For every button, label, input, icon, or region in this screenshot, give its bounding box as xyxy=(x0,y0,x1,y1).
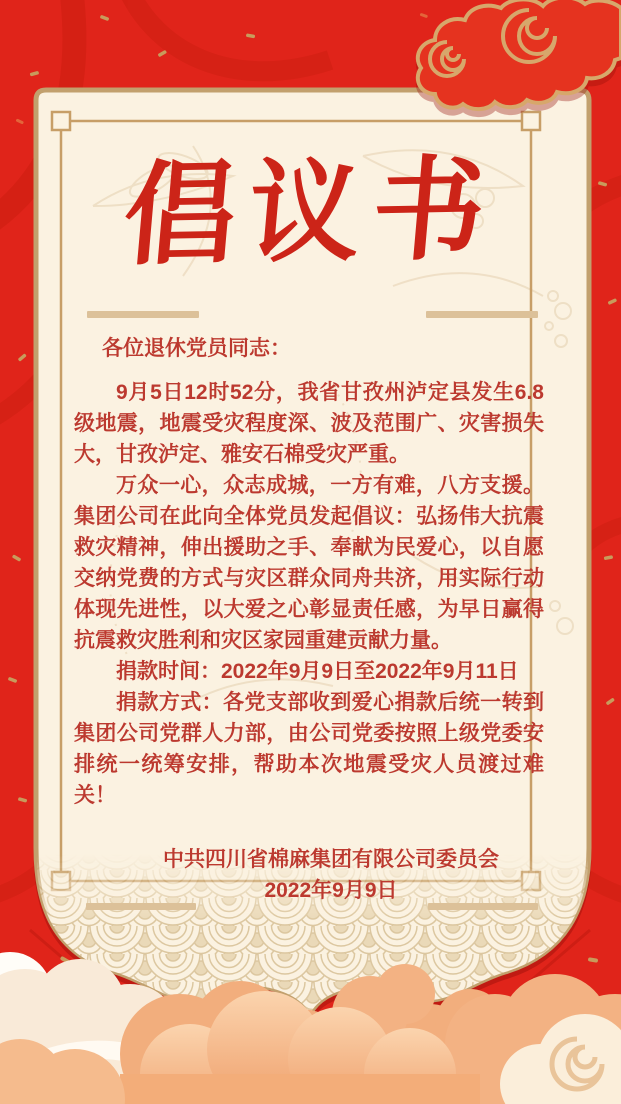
signature-date: 2022年9月9日 xyxy=(264,879,398,902)
bottom-clouds xyxy=(0,934,621,1104)
paragraph-donation-method: 捐款方式：各党支部收到爱心捐款后统一转到集团公司党群人力部，由公司党委按照上级党委安排统一统筹安排，帮助本次地震受灾人员渡过难关！ xyxy=(74,691,544,807)
title-divider-right xyxy=(426,311,538,318)
top-right-cloud xyxy=(381,0,621,112)
poster-title: 倡议书 xyxy=(118,146,503,279)
title-divider-left xyxy=(87,311,199,318)
paragraph-earthquake: 9月5日12时52分，我省甘孜州泸定县发生6.8级地震，地震受灾程度深、波及范围广、灾害损失大，甘孜泸定、雅安石棉受灾严重。 xyxy=(74,381,544,466)
paragraph-donation-time: 捐款时间：2022年9月9日至2022年9月11日 xyxy=(116,660,519,683)
signature-block xyxy=(74,844,544,906)
salutation: 各位退休党员同志： xyxy=(102,337,291,360)
letter-body xyxy=(74,333,544,906)
paragraph-appeal: 万众一心，众志成城，一方有难，八方支援。集团公司在此向全体党员发起倡议：弘扬伟大抗震救灾精神，伸出援助之手、奉献为民爱心，以自愿交纳党费的方式与灾区群众同舟共济，用实际行动体现先进性，以大爱之心彰显责任感，为早日赢得抗震救灾胜利和灾区家园重建贡献力量。 xyxy=(74,474,544,652)
signature-org: 中共四川省棉麻集团有限公司委员会 xyxy=(163,848,499,871)
